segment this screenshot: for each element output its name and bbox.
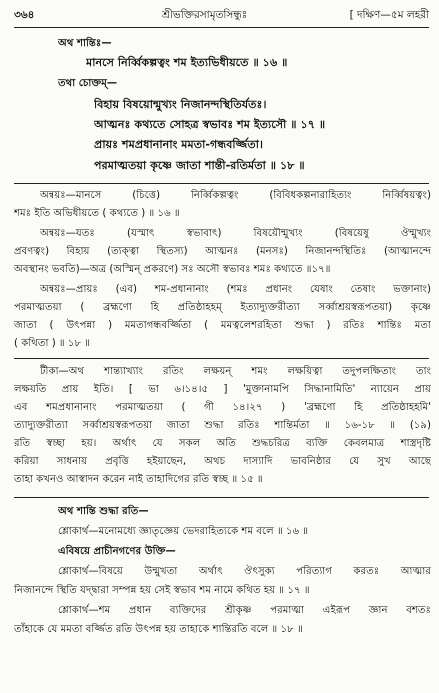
tika-line: টীকা—অথ শান্ত্যাখ্যাং রতিং লক্ষয়ন্‌ শমং লক্ষয়িত্বা তদুপলক্ষিতাং তাং <box>40 366 431 377</box>
anvaya-line: প্রবণত্বং) বিহায় (ত্যক্ত্বা স্থিতস্য) আত্মনঃ (মনসঃ) নিজানন্দস্থিতিঃ (আত্মানন্দে <box>14 246 431 257</box>
anvaya-line: পরমাত্মতয়া ( ব্রহ্মণো হি প্রতিষ্ঠাহহম্‌ ইত্যাদ্যুক্তরীত্যা সর্ব্বাশ্রয়স্বরূপতয়া) কৃষ্ণে <box>14 302 431 313</box>
anvaya-line: ( কথিতা ) ॥ ১৮ ॥ <box>14 338 91 349</box>
anvaya-line: শমঃ ইতি অভিধীয়তে ( কথ্যতে ) ॥ ১৬ ॥ <box>14 208 180 219</box>
tika-line: লক্ষয়তি প্রায় ইতি। [ ভা ৬।১৪।৫ ] 'মুক্তানামপি সিদ্ধানামিতি' ন্যায়েন প্রায় <box>14 384 431 395</box>
anvaya-line: অন্বয়ঃ—মানসে (চিত্তে) নির্ব্বিকল্পত্বং (বিবিধকল্পনারাহিত্যং নির্ব্বিষয়ত্বং) <box>40 190 431 201</box>
book-title: শ্রীভক্তিরসামৃতসিন্ধুঃ <box>162 9 248 21</box>
section-rule <box>14 183 429 184</box>
verse-line: মানসে নির্ব্বিকল্পত্বং শম ইত্যভিধীয়তে ॥ ১৬ ॥ <box>86 56 288 69</box>
sloka-line: তাঁহাকে যে মমতা বর্জ্জিত রতি উৎপন্ন হয় তাহাকে শান্তিরতি বলে ॥ ১৮ ॥ <box>14 624 303 635</box>
anvaya-line: অবস্থানং ভবতি)—অত্র (অস্মিন্‌ প্রকরণে) সঃ অসৌ স্বভাবঃ শমঃ কথ্যতে ॥১৭॥ <box>14 264 331 275</box>
verse-line: প্রায়ঃ শমপ্রধানানাং মমতা-গন্ধবর্জ্জিতা। <box>94 138 263 151</box>
verse-line: পরমাত্মতয়া কৃষ্ণে জাতা শান্তী-রতির্মতা ॥ ১৮ ॥ <box>94 159 305 172</box>
anvaya-line: অন্বয়ঃ—যতঃ (যস্মাৎ স্বভাবাৎ) বিষয়ৌন্মুখ্যং (বিষয়েষু ঔন্মুখ্যং <box>40 228 431 239</box>
verse-line: বিহায় বিষয়োন্মুখ্যং নিজানন্দস্থিতির্যতঃ। <box>94 98 267 111</box>
tika-line: রতি স্বচ্ছা হয়। অর্থাৎ যে সকল অতি শুদ্ধচরিত্র ব্যক্তি কেবলমাত্র শাস্ত্রদৃষ্টি <box>14 438 431 449</box>
page-header <box>14 6 429 24</box>
sloka-line: শ্লোকার্থ—মনোমধ্যে জ্ঞাতৃজ্ঞেয় ভেদরাহিত্যকে শম বলে ॥ ১৬ ॥ <box>58 526 309 537</box>
verse-heading: তথা চোক্তম্‌— <box>58 78 118 89</box>
tika-line: ত্যাদ্যুক্তরীত্যা সর্ব্বাশ্রয়স্বরূপতয়া জাতা শুদ্ধা রতিঃ শান্তির্মতা ॥ ১৬-১৮ ॥ (১৯) <box>14 420 431 431</box>
sloka-line: শ্লোকার্থ—শম প্রধান ব্যক্তিদের শ্রীকৃষ্ণ পরমাত্মা এইরূপ জ্ঞান বশতঃ <box>58 605 431 616</box>
anvaya-line: অন্বয়ঃ—প্রায়ঃ (এব) শম-প্রধানানাং (শমঃ প্রধানং যেষাং তেষাং ভক্তানাং) <box>40 284 431 295</box>
tika-line: এব শমপ্রধানানাং পরমাত্মতয়া ( গী ১৪।২৭ ) 'ব্রহ্মণো হি প্রতিষ্ঠাহহমি' <box>14 402 431 413</box>
verse-heading: অথ শান্তিঃ— <box>58 38 112 49</box>
tika-line: তাহা কখনও আস্বাদন করেন নাই তাহাদিগের রতি স্বচ্ছ ॥ ১৫ ॥ <box>14 474 263 485</box>
translation-heading: অথ শান্তি শুদ্ধা রতি— <box>58 506 149 517</box>
translation-heading: এবিষয়ে প্রাচীনগণের উক্তি— <box>58 546 176 557</box>
section-rule <box>14 497 429 498</box>
tika-line: করিয়া সাধনায় প্রবৃত্তি হইয়াছেন, অথচ দাস্যাদি ভাবনিষ্ঠার যে সুখ আছে <box>14 456 431 467</box>
section-label: [ দক্ষিণ—৫ম লহরী <box>349 9 429 21</box>
sloka-line: শ্লোকার্থ—বিষয়ে উন্মুখতা অর্থাৎ ঔৎসুক্য পরিত্যাগ করতঃ আত্মার <box>58 566 431 577</box>
verse-line: আত্মনঃ কথ্যতে সোহত্র স্বভাবঃ শম ইত্যসৌ ॥ ১৭ ॥ <box>94 118 326 131</box>
header-rule <box>14 27 429 28</box>
section-rule <box>14 358 429 359</box>
page-number: ৩৬৪ <box>14 9 35 21</box>
anvaya-line: জাতা ( উৎপন্না ) মমতাগন্ধবর্জ্জিতা ( মমত্বলেশরহিতা শুদ্ধা ) রতিঃ শান্তিঃ মতা <box>14 320 431 331</box>
sloka-line: নিজানন্দে স্থিতি যদ্দ্বারা সম্পন্ন হয় সেই স্বভাব শম নামে কথিত হয় ॥ ১৭ ॥ <box>14 585 310 596</box>
